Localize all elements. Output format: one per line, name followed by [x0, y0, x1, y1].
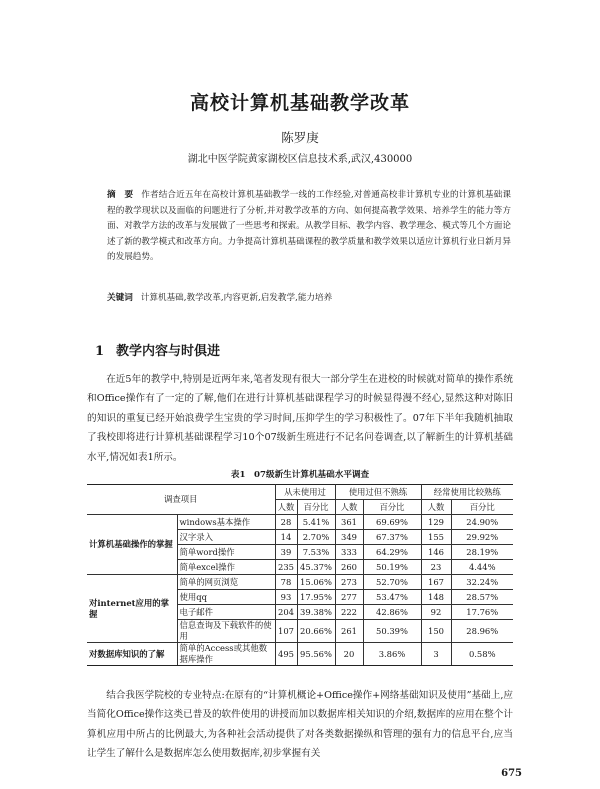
value-cell: 93: [275, 590, 297, 605]
value-cell: 17.76%: [451, 605, 513, 620]
header-sub: 人数: [421, 500, 451, 515]
category-cell: 对internet应用的掌握: [87, 575, 177, 643]
author-name: 陈罗庚: [281, 130, 319, 145]
value-cell: 349: [335, 530, 363, 545]
value-cell: 32.24%: [451, 575, 513, 590]
value-cell: 333: [335, 545, 363, 560]
value-cell: 53.47%: [363, 590, 421, 605]
value-cell: 23: [421, 560, 451, 575]
table-caption: 表1 07级新生计算机基础水平调查: [230, 470, 370, 480]
value-cell: 42.86%: [363, 605, 421, 620]
header-group: 经常使用比较熟练: [421, 485, 513, 500]
table-row: [87, 515, 513, 530]
value-cell: 4.44%: [451, 560, 513, 575]
survey-table: [87, 484, 513, 666]
value-cell: 69.69%: [363, 515, 421, 530]
value-cell: 24.90%: [451, 515, 513, 530]
body-paragraph-1: 在近5年的教学中,特别是近两年来,笔者发现有很大一部分学生在进校的时候就对简单的操作系统和Office操作有了一定的了解,他们在进行计算机基础课程学习的时候显得漫不经心,显然这种对陈旧的知识的重复已经开始浪费学生宝贵的学习时间,压抑学生的学习积极性了。07年下半年我随机抽取了我校即将进行计算机基础课程学习10个07级新生班进行不记名问卷调查,以了解新生的计算机基础水平,情况如表1所示。: [87, 374, 513, 463]
value-cell: 20: [335, 643, 363, 666]
table-header: [87, 485, 513, 515]
value-cell: 28.57%: [451, 590, 513, 605]
item-cell: 电子邮件: [177, 605, 275, 620]
table-row: [87, 575, 513, 590]
value-cell: 95.56%: [297, 643, 335, 666]
value-cell: 148: [421, 590, 451, 605]
item-cell: 汉字录入: [177, 530, 275, 545]
value-cell: 129: [421, 515, 451, 530]
value-cell: 150: [421, 620, 451, 643]
header-sub: 百分比: [363, 500, 421, 515]
keywords-text: 计算机基础,教学改革,内容更新,启发教学,能力培养: [140, 293, 333, 303]
table-body: [87, 515, 513, 666]
value-cell: 222: [335, 605, 363, 620]
section-number: 1: [95, 344, 105, 359]
value-cell: 39.38%: [297, 605, 335, 620]
paper-title: 高校计算机基础教学改革: [189, 92, 410, 114]
header-group: 从未使用过: [275, 485, 335, 500]
value-cell: 92: [421, 605, 451, 620]
body-paragraph-2: 结合我医学院校的专业特点:在原有的“计算机概论+Office操作+网络基础知识及使用”基础上,应当简化Office操作这类已普及的软件使用的讲授而加以数据库相关知识的介绍,数据库的应用在整个计算机应用中所占的比例最大,为各种社会活动提供了对各类数据操纵和管理的强有力的信息平台,应当让学生了解什么是数据库怎么使用数据库,初步掌握有关: [87, 690, 513, 760]
item-cell: 使用qq: [177, 590, 275, 605]
value-cell: 52.70%: [363, 575, 421, 590]
value-cell: 45.37%: [297, 560, 335, 575]
value-cell: 495: [275, 643, 297, 666]
value-cell: 277: [335, 590, 363, 605]
abstract: [107, 188, 511, 266]
value-cell: 28.96%: [451, 620, 513, 643]
value-cell: 20.66%: [297, 620, 335, 643]
section-title: 教学内容与时俱进: [116, 344, 221, 359]
value-cell: 204: [275, 605, 297, 620]
value-cell: 50.19%: [363, 560, 421, 575]
value-cell: 3: [421, 643, 451, 666]
value-cell: 2.70%: [297, 530, 335, 545]
header-sub: 人数: [275, 500, 297, 515]
section-heading: [95, 340, 220, 359]
author-affiliation: 湖北中医学院黄家湖校区信息技术系,武汉,430000: [187, 154, 413, 165]
header-sub: 百分比: [451, 500, 513, 515]
value-cell: 28.19%: [451, 545, 513, 560]
keywords-label: 关键词: [107, 293, 133, 303]
value-cell: 3.86%: [363, 643, 421, 666]
value-cell: 5.41%: [297, 515, 335, 530]
value-cell: 107: [275, 620, 297, 643]
value-cell: 261: [335, 620, 363, 643]
value-cell: 260: [335, 560, 363, 575]
value-cell: 0.58%: [451, 643, 513, 666]
page-number: 675: [501, 768, 522, 779]
value-cell: 78: [275, 575, 297, 590]
item-cell: 信息查询及下载软件的使用: [177, 620, 275, 643]
item-cell: 简单word操作: [177, 545, 275, 560]
keywords: [107, 291, 511, 303]
item-cell: 简单excel操作: [177, 560, 275, 575]
value-cell: 14: [275, 530, 297, 545]
value-cell: 235: [275, 560, 297, 575]
header-sub: 人数: [335, 500, 363, 515]
value-cell: 64.29%: [363, 545, 421, 560]
value-cell: 167: [421, 575, 451, 590]
abstract-label: 摘 要: [107, 190, 134, 200]
header-item: 调查项目: [87, 485, 275, 515]
abstract-text: 作者结合近五年在高校计算机基础教学一线的工作经验,对普通高校非计算机专业的计算机基础课程的教学现状以及面临的问题进行了分析,并对教学改革的方向、如何提高教学效果、培养学生的能力等方面、对教学方法的改革与发展做了一些思考和探索。从教学目标、教学内容、教学理念、模式等几个方面论述了新的教学模式和改革方向。力争提高计算机基础课程的教学质量和教学效果以适应计算机行业日新月异的发展趋势。: [107, 190, 511, 263]
value-cell: 15.06%: [297, 575, 335, 590]
value-cell: 7.53%: [297, 545, 335, 560]
value-cell: 50.39%: [363, 620, 421, 643]
table-row: [87, 643, 513, 666]
value-cell: 28: [275, 515, 297, 530]
item-cell: windows基本操作: [177, 515, 275, 530]
header-group: 使用过但不熟练: [335, 485, 421, 500]
value-cell: 146: [421, 545, 451, 560]
header-sub: 百分比: [297, 500, 335, 515]
value-cell: 67.37%: [363, 530, 421, 545]
value-cell: 361: [335, 515, 363, 530]
value-cell: 17.95%: [297, 590, 335, 605]
value-cell: 29.92%: [451, 530, 513, 545]
value-cell: 273: [335, 575, 363, 590]
value-cell: 39: [275, 545, 297, 560]
item-cell: 简单的Access或其他数据库操作: [177, 643, 275, 666]
value-cell: 155: [421, 530, 451, 545]
category-cell: 计算机基础操作的掌握: [87, 515, 177, 575]
item-cell: 简单的网页浏览: [177, 575, 275, 590]
category-cell: 对数据库知识的了解: [87, 643, 177, 666]
